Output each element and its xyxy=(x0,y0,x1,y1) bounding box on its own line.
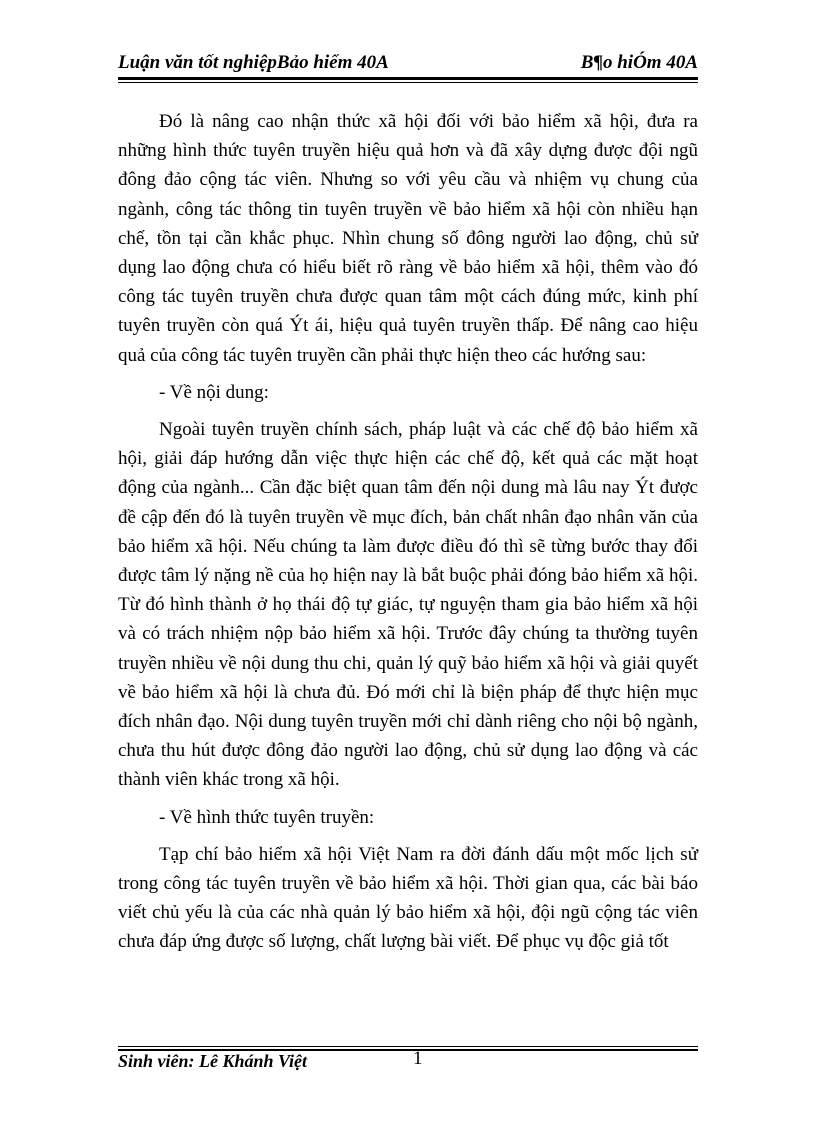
paragraph-format: Tạp chí bảo hiểm xã hội Việt Nam ra đời đánh dấu một mốc lịch sử trong công tác tuyên truyền về bảo hiểm xã hội. Thời gian qua, các bài báo viết chủ yếu là của các nhà quản lý bảo hiểm xã hội, đội ngũ cộng tác viên chưa đáp ứng được số lượng, chất lượng bài viết. Để phục vụ độc giả tốt xyxy=(118,843,698,953)
page-header xyxy=(118,48,698,78)
page-footer xyxy=(118,1046,698,1076)
subheading-content: - Về nội dung: xyxy=(159,381,269,403)
paragraph-intro: Đó là nâng cao nhận thức xã hội đối với bảo hiểm xã hội, đưa ra những hình thức tuyên truyền hiệu quả hơn và đã xây dựng được đội ngũ đông đảo cộng tác viên. Nhưng so với yêu cầu và nhiệm vụ chung của ngành, công tác thông tin tuyên truyền về bảo hiểm xã hội còn nhiều hạn chế, tồn tại cần khắc phục. Nhìn chung số đông người lao động, chủ sử dụng lao động chưa có hiểu biết rõ ràng về bảo hiểm xã hội, thêm vào đó công tác tuyên truyền chưa được quan tâm một cách đúng mức, kinh phí tuyên truyền còn quá Ýt ái, hiệu quả tuyên truyền thấp. Để nâng cao hiệu quả của công tác tuyên truyền cần phải thực hiện theo các hướng sau: xyxy=(118,111,698,366)
paragraph-content: Ngoài tuyên truyền chính sách, pháp luật và các chế độ bảo hiểm xã hội, giải đáp hướng dẫn việc thực hiện các chế độ, kết quả các mặt hoạt động của ngành... Cần đặc biệt quan tâm đến nội dung mà lâu nay Ýt được đề cập đến đó là tuyên truyền về mục đích, bản chất nhân đạo nhân văn của bảo hiểm xã hội. Nếu chúng ta làm được điều đó thì sẽ từng bước thay đổi được tâm lý nặng nề của họ hiện nay là bắt buộc phải đóng bảo hiểm xã hội. Từ đó hình thành ở họ thái độ tự giác, tự nguyện tham gia bảo hiểm xã hội và có trách nhiệm nộp bảo hiểm xã hội. Trước đây chúng ta thường tuyên truyền nhiều về nội dung thu chi, quản lý quỹ bảo hiểm xã hội và giải quyết về bảo hiểm xã hội là chưa đủ. Đó mới chỉ là biện pháp để thực hiện mục đích nhân đạo. Nội dung tuyên truyền mới chỉ dành riêng cho nội bộ ngành, chưa thu hút được đông đảo người lao động, chủ sử dụng lao động và các thành viên khác trong xã hội. xyxy=(118,419,698,791)
header-rule-thin xyxy=(118,82,698,83)
header-class-label: B¶o hiÓm 40A xyxy=(580,52,698,73)
subheading-format: - Về hình thức tuyên truyền: xyxy=(159,806,375,828)
page-number: 1 xyxy=(413,1048,423,1069)
header-thesis-title: Luận văn tốt nghiệpBảo hiểm 40A xyxy=(118,52,389,73)
footer-rule-thin xyxy=(118,1046,698,1047)
footer-author: Sinh viên: Lê Khánh Việt xyxy=(118,1051,308,1071)
document-body xyxy=(118,107,698,987)
header-rule-thick xyxy=(118,77,698,80)
